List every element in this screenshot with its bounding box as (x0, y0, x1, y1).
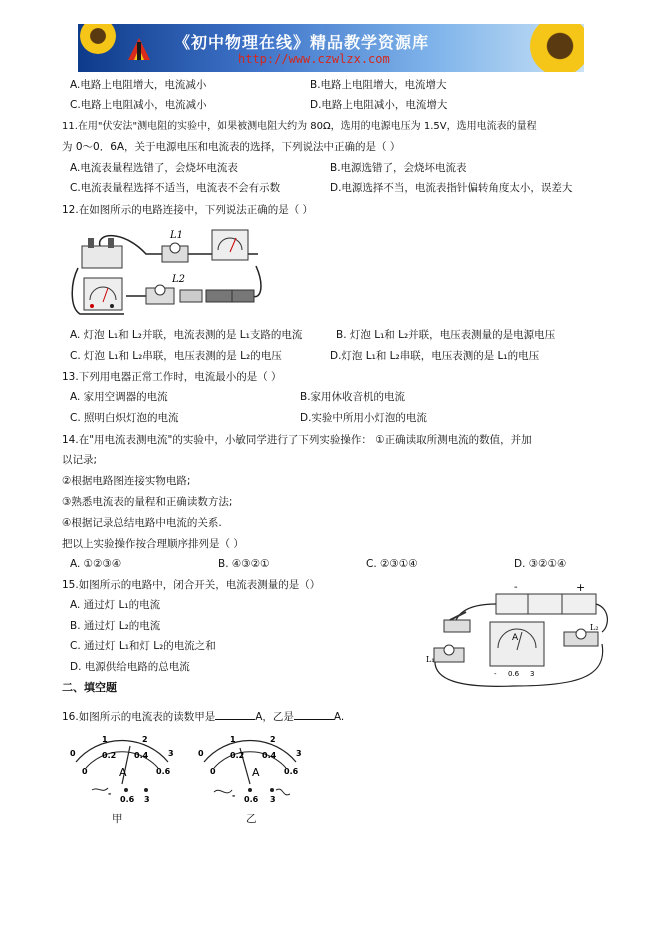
terminal-3: 3 (530, 670, 535, 678)
ammeter (490, 622, 544, 666)
q10-option-a: A.电路上电阻增大，电流减小 (70, 79, 207, 91)
q15-circuit-diagram (424, 582, 610, 692)
q15-stem: 15.如图所示的电路中，闭合开关，电流表测量的是（） (62, 579, 321, 591)
inner-tick-0: 0 (82, 767, 88, 776)
q12-option-c: C. 灯泡 L₁和 L₂串联，电压表测的是 L₂的电压 (70, 350, 282, 362)
q14-step-3: ③熟悉电流表的量程和正确读数方法; (62, 496, 233, 508)
q10-option-d: D.电路上电阻减小，电流增大 (310, 99, 448, 111)
q12-option-b: B. 灯泡 L₁和 L₂并联，电压表测量的是电源电压 (336, 329, 556, 341)
terminal-minus: - (108, 789, 112, 798)
switch-and-batteries (180, 290, 254, 302)
outer-tick-2: 2 (142, 735, 148, 744)
q14-stem-line1: 14.在"用电流表测电流"的实验中，小敏同学进行了下列实验操作： ①正确读取所测电流的数值，并加 (62, 434, 532, 446)
q14-option-c: C. ②③①④ (366, 558, 418, 570)
terminal-0.6: 0.6 (508, 670, 520, 678)
terminal-0.6: 0.6 (244, 795, 259, 804)
logo-icon (124, 34, 154, 64)
q13-option-a: A. 家用空调器的电流 (70, 391, 168, 403)
q15-option-b: B. 通过灯 L₂的电流 (70, 620, 161, 632)
voltmeter (212, 230, 248, 260)
outer-tick-1: 1 (230, 735, 236, 744)
q16-blank-yi[interactable] (294, 709, 334, 720)
inner-tick-0.2: 0.2 (102, 751, 117, 760)
q11-stem-line2: 为 0～0．6A，关于电源电压和电流表的选择，下列说法中正确的是（ ） (62, 141, 401, 153)
switch (444, 612, 470, 632)
q10-option-b: B.电路上电阻增大，电流增大 (310, 79, 447, 91)
q13-option-b: B.家用休收音机的电流 (300, 391, 406, 403)
lamp-l1-label: L₁ (426, 655, 435, 664)
ammeter-dial-jia (64, 728, 180, 810)
q11-stem-line1: 11.在用"伏安法"测电阻的实验中，如果被测电阻大约为 80Ω，选用的电源电压为 1.5V，选用电流表的量程 (62, 121, 537, 132)
header-banner (78, 24, 584, 72)
outer-tick-3: 3 (168, 749, 174, 758)
q14-option-b: B. ④③②① (218, 558, 270, 570)
sunflower-icon (80, 24, 116, 54)
terminal-minus: - (232, 791, 236, 800)
q14-ask: 把以上实验操作按合理顺序排列是（ ） (62, 538, 244, 550)
terminal-3: 3 (270, 795, 276, 804)
lamp-l2-label: L2 (172, 274, 186, 285)
q16-blank-jia[interactable] (215, 709, 255, 720)
q14-step-2: ②根据电路图连接实物电路; (62, 475, 191, 487)
q15-option-c: C. 通过灯 L₁和灯 L₂的电流之和 (70, 640, 216, 652)
q13-stem: 13.下列用电器正常工作时，电流最小的是（ ） (62, 371, 282, 383)
q11-option-a: A.电流表量程选错了，会烧坏电流表 (70, 162, 238, 174)
unit-label: A (252, 766, 260, 779)
banner-title: 《初中物理在线》精品教学资源库 (174, 33, 430, 52)
inner-tick-0.6: 0.6 (284, 767, 299, 776)
caption-jia: 甲 (112, 813, 123, 825)
section-fill-in-title: 二、填空题 (62, 681, 117, 694)
inner-tick-0.6: 0.6 (156, 767, 171, 776)
q11-option-c: C.电流表量程选择不适当，电流表不会有示数 (70, 182, 281, 194)
inner-tick-0.2: 0.2 (230, 751, 245, 760)
outer-tick-2: 2 (270, 735, 276, 744)
q16-stem (62, 709, 344, 724)
lamp-l2-label: L₂ (590, 623, 599, 632)
outer-tick-1: 1 (102, 735, 108, 744)
outer-tick-3: 3 (296, 749, 302, 758)
q11-option-d: D.电源选择不当，电流表指针偏转角度太小，误差大 (330, 182, 573, 194)
unit-label: A (119, 766, 127, 779)
q11-option-b: B.电源选错了，会烧坏电流表 (330, 162, 467, 174)
ammeter-unit: A (512, 633, 519, 643)
terminal-0.6: 0.6 (120, 795, 135, 804)
q15-option-a: A. 通过灯 L₁的电流 (70, 599, 161, 611)
lamp-l1 (434, 645, 464, 662)
lamp-l1 (162, 243, 188, 262)
terminal-minus: - (494, 670, 497, 678)
q12-option-d: D.灯泡 L₁和 L₂串联，电压表测的是 L₁的电压 (330, 350, 540, 362)
battery-pack (496, 594, 596, 614)
ammeter-dial-yi (192, 728, 308, 810)
q16-stem-mid: A，乙是 (255, 711, 294, 723)
battery-box (82, 238, 122, 268)
outer-tick-0: 0 (70, 749, 76, 758)
q10-option-c: C.电路上电阻减小，电流减小 (70, 99, 207, 111)
inner-tick-0: 0 (210, 767, 216, 776)
q14-step-4: ④根据记录总结电路中电流的关系. (62, 517, 222, 529)
ammeter (84, 278, 122, 310)
q16-stem-post: A. (333, 711, 345, 723)
q13-option-d: D.实验中所用小灯泡的电流 (300, 412, 427, 424)
q14-stem-line2: 以记录; (62, 454, 98, 466)
outer-tick-0: 0 (198, 749, 204, 758)
terminal-3: 3 (144, 795, 150, 804)
caption-yi: 乙 (246, 813, 257, 825)
q15-option-d: D. 电源供给电路的总电流 (70, 661, 190, 673)
q14-option-a: A. ①②③④ (70, 558, 122, 570)
lamp-l2 (146, 285, 174, 304)
sunflower-icon (530, 24, 584, 72)
q13-option-c: C. 照明白炽灯泡的电流 (70, 412, 179, 424)
inner-tick-0.4: 0.4 (134, 751, 149, 760)
q12-circuit-diagram (66, 224, 266, 320)
q12-stem: 12.在如图所示的电路连接中，下列说法正确的是（ ） (62, 204, 314, 216)
q15-plus-label: + (576, 582, 586, 594)
inner-tick-0.4: 0.4 (262, 751, 277, 760)
lamp-l1-label: L1 (170, 230, 184, 241)
q12-option-a: A. 灯泡 L₁和 L₂并联，电流表测的是 L₁支路的电流 (70, 329, 303, 341)
q15-minus-label: - (514, 582, 518, 593)
q14-option-d: D. ③②①④ (514, 558, 567, 570)
banner-url: http://www.czwlzx.com (238, 52, 390, 66)
q16-stem-pre: 16.如图所示的电流表的读数甲是 (62, 711, 216, 723)
